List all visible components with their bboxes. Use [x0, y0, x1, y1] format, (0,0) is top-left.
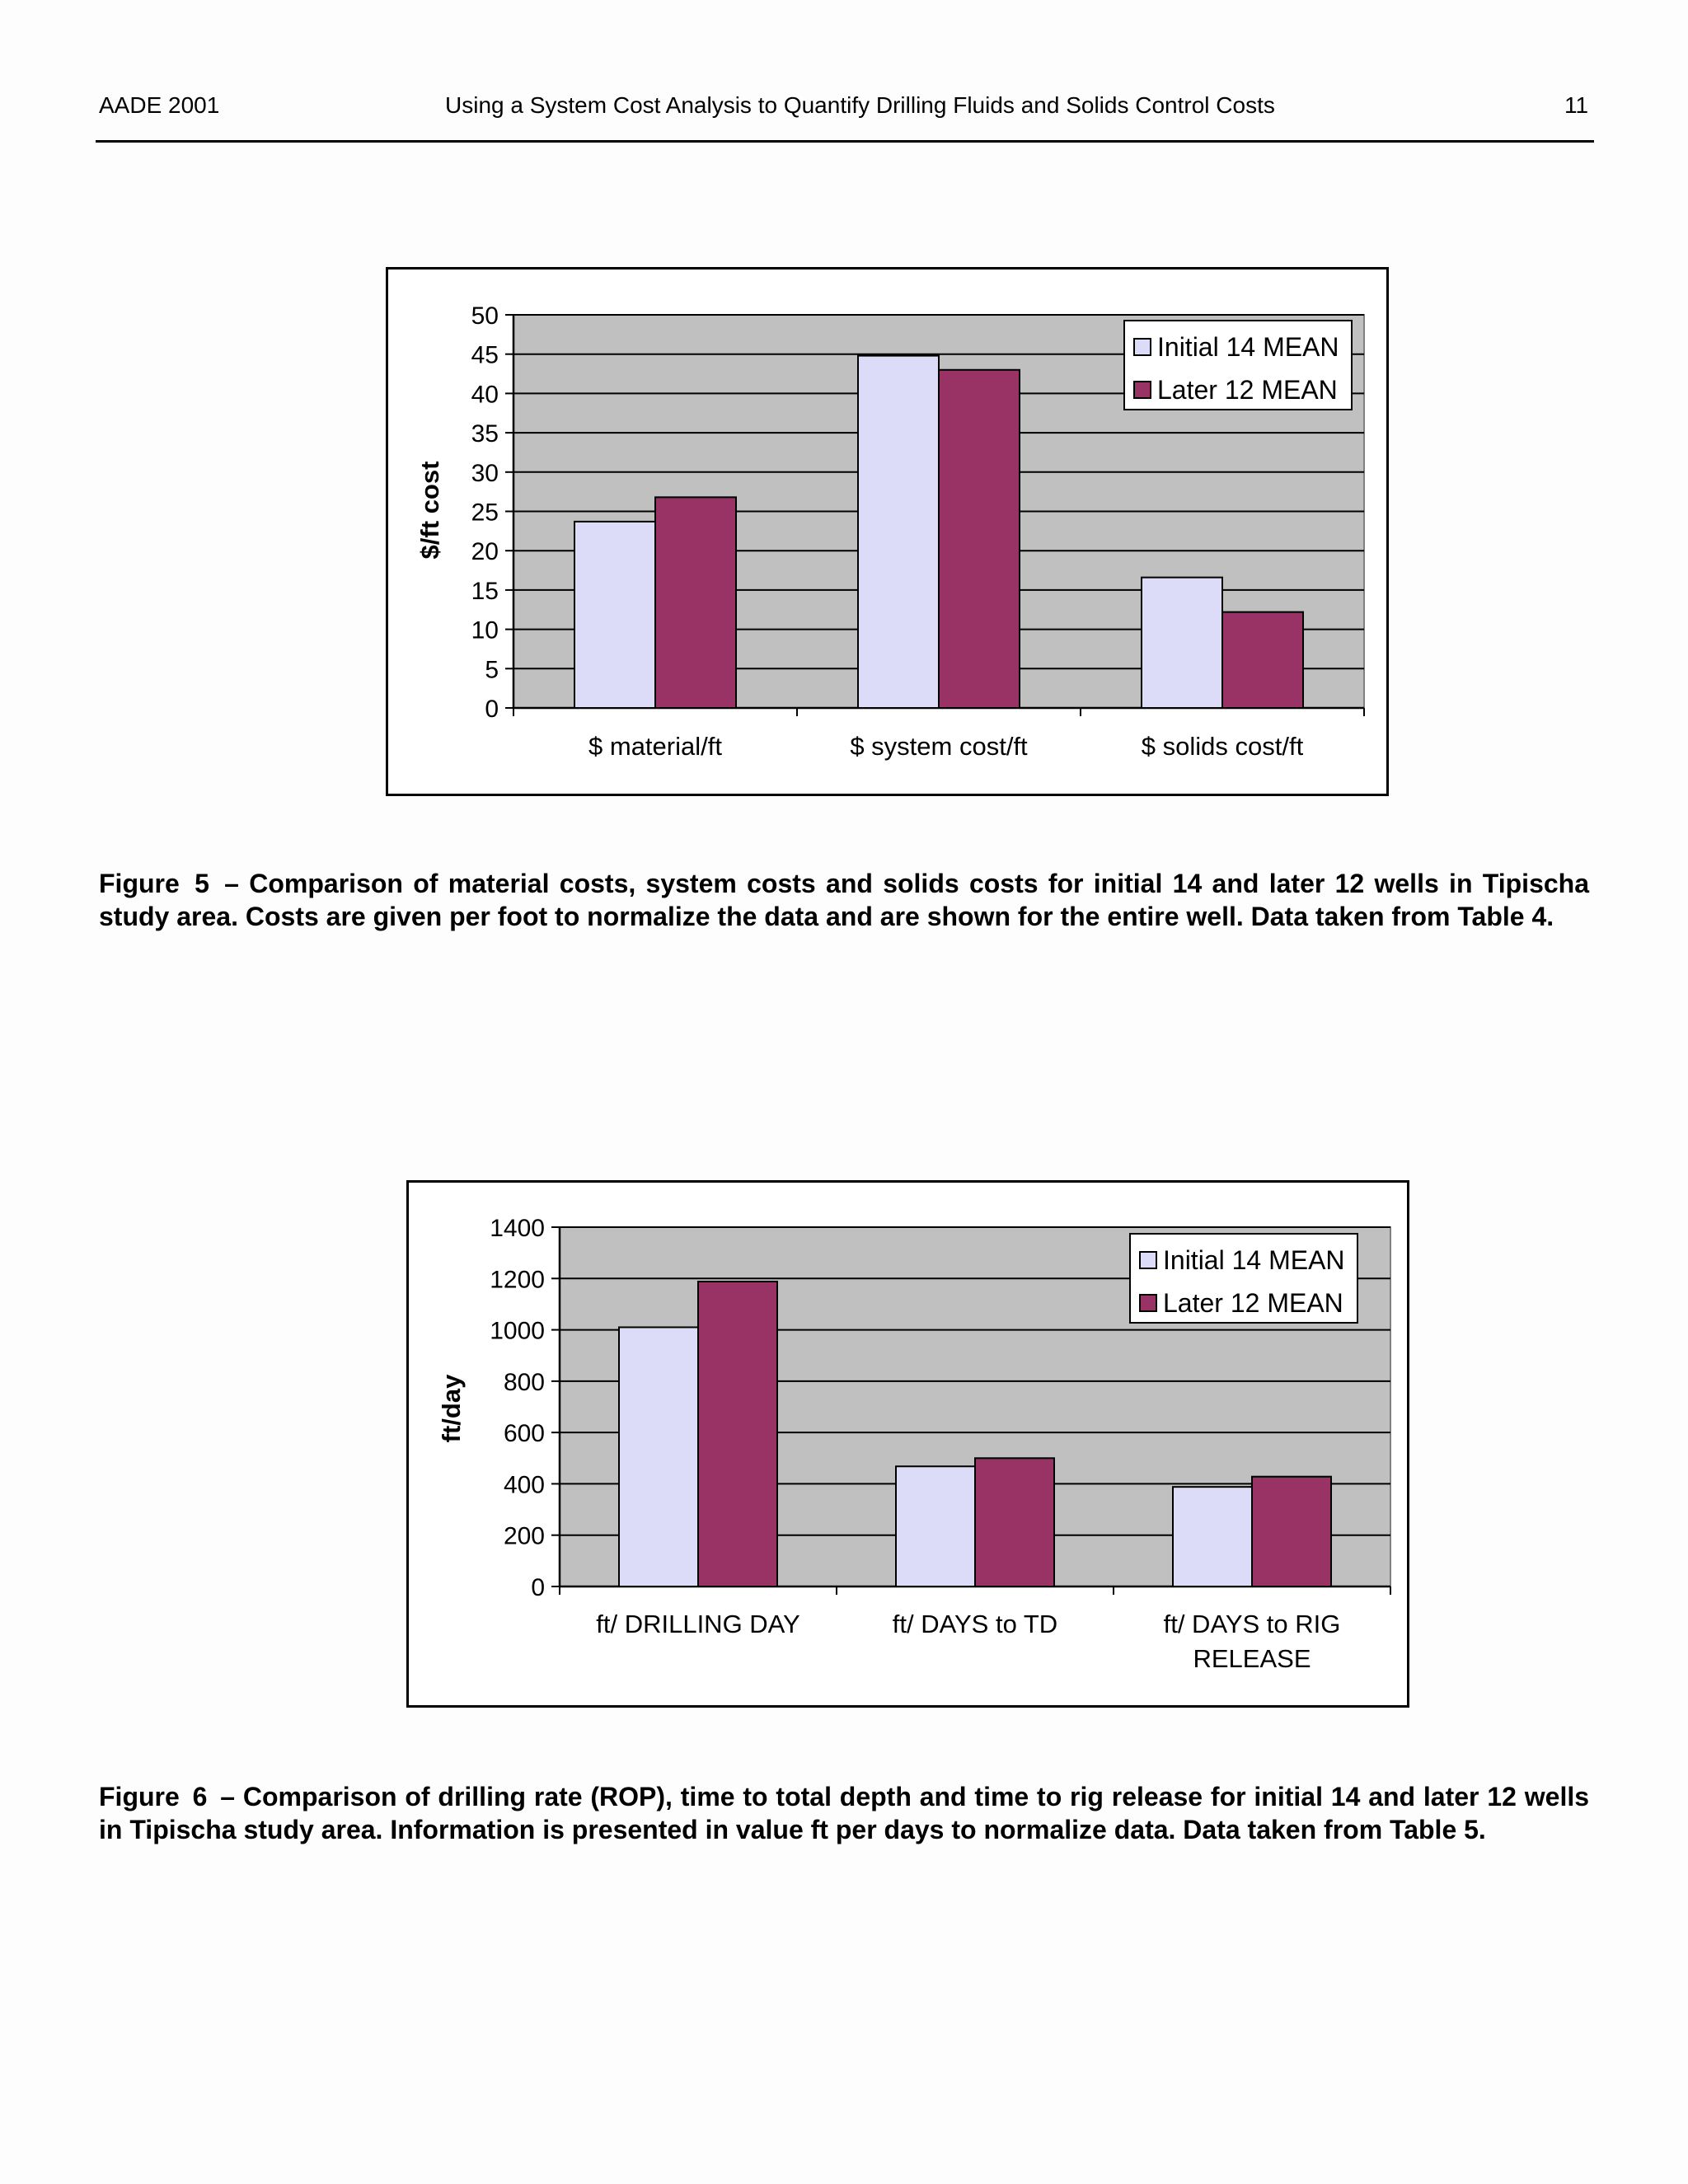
category-label: $ solids cost/ft	[1141, 732, 1304, 761]
legend-swatch	[1134, 339, 1151, 355]
y-tick-label: 45	[471, 341, 499, 369]
figure-6-svg	[409, 1183, 1407, 1705]
y-tick-label: 30	[471, 459, 499, 487]
y-tick-label: 1400	[490, 1215, 545, 1242]
legend-label: Later 12 MEAN	[1163, 1288, 1343, 1318]
y-tick-label: 50	[471, 302, 499, 330]
y-tick-label: 600	[503, 1420, 545, 1448]
bar	[698, 1282, 777, 1586]
y-tick-label: 40	[471, 381, 499, 409]
y-tick-label: 5	[485, 656, 499, 684]
figure-6-chart	[406, 1180, 1409, 1708]
figure-5-caption	[99, 867, 1589, 933]
y-axis-title: $/ft cost	[415, 461, 444, 560]
legend-label: Initial 14 MEAN	[1163, 1245, 1345, 1275]
bar	[1173, 1487, 1252, 1586]
bar	[574, 522, 655, 708]
y-tick-label: 0	[531, 1574, 545, 1601]
figure-5-chart	[386, 267, 1389, 796]
category-label: ft/ DAYS to RIG	[1163, 1610, 1341, 1638]
y-tick-label: 25	[471, 499, 499, 527]
legend-swatch	[1140, 1252, 1156, 1268]
y-tick-label: 20	[471, 538, 499, 566]
bar	[655, 497, 736, 708]
category-label: ft/ DRILLING DAY	[596, 1610, 800, 1638]
figure-6-caption	[99, 1780, 1589, 1846]
y-axis-title: ft/day	[437, 1374, 466, 1443]
legend-swatch	[1140, 1295, 1156, 1311]
y-tick-label: 1000	[490, 1317, 545, 1345]
y-tick-label: 1200	[490, 1266, 545, 1294]
bar	[975, 1458, 1054, 1586]
bar	[896, 1466, 975, 1586]
bar	[1142, 578, 1222, 708]
category-label: $ material/ft	[588, 732, 722, 761]
figure-5-label: Figure 5 –	[99, 869, 239, 898]
running-header-title: Using a System Cost Analysis to Quantify Drilling Fluids and Solids Control Costs	[445, 92, 1275, 118]
legend-swatch	[1134, 382, 1151, 398]
category-label: ft/ DAYS to TD	[892, 1610, 1058, 1638]
figure-5-caption-text: Comparison of material costs, system costs and solids costs for initial 14 and later 12 wells in Tipischa study area. Costs are given per foot to normalize the data and are shown for the entire well. Data taken from Table 4.	[99, 869, 1590, 931]
bar	[1252, 1477, 1331, 1586]
legend-label: Initial 14 MEAN	[1157, 332, 1339, 362]
figure-6-label: Figure 6 –	[99, 1782, 236, 1811]
figure-5-svg	[388, 269, 1386, 794]
category-label: RELEASE	[1193, 1644, 1311, 1673]
category-label: $ system cost/ft	[850, 732, 1028, 761]
page-number: 11	[1564, 92, 1589, 118]
bar	[619, 1327, 698, 1586]
running-header-left: AADE 2001	[99, 92, 220, 118]
figure-6-caption-text: Comparison of drilling rate (ROP), time to total depth and time to rig release for initial 14 and later 12 wells in Tipischa study area. Information is presented in value ft per days to normalize data. Data taken from Table 5.	[99, 1782, 1590, 1844]
legend-label: Later 12 MEAN	[1157, 375, 1338, 405]
y-tick-label: 10	[471, 616, 499, 644]
y-tick-label: 400	[503, 1471, 545, 1499]
y-tick-label: 200	[503, 1522, 545, 1550]
bar	[858, 356, 939, 708]
bar	[1222, 612, 1303, 708]
y-tick-label: 35	[471, 420, 499, 448]
y-tick-label: 15	[471, 577, 499, 605]
y-tick-label: 0	[485, 696, 499, 723]
header-rule	[96, 140, 1594, 143]
y-tick-label: 800	[503, 1368, 545, 1396]
bar	[939, 370, 1020, 708]
